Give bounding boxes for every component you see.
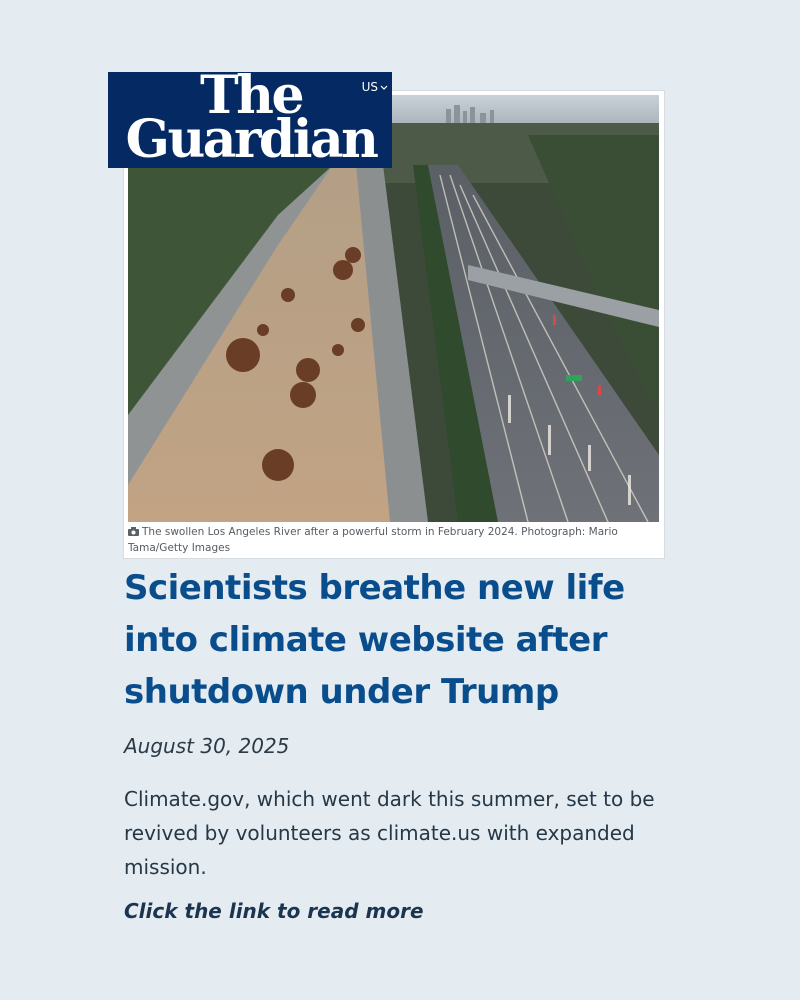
- chevron-down-icon: [380, 80, 388, 94]
- camera-icon: [128, 526, 139, 541]
- guardian-logo: [111, 65, 391, 170]
- article-date: August 30, 2025: [124, 734, 290, 758]
- edition-selector[interactable]: [362, 80, 388, 94]
- read-more-link[interactable]: Click the link to read more: [124, 899, 424, 923]
- logo-line-the: The: [199, 65, 303, 126]
- guardian-masthead[interactable]: [108, 65, 392, 170]
- edition-label: US: [361, 80, 378, 94]
- article-standfirst: Climate.gov, which went dark this summer, set to be revived by volunteers as climate.us with expanded mission.: [124, 787, 655, 879]
- caption-text: The swollen Los Angeles River after a powerful storm in February 2024. Photograph: Mario Tama/Getty Images: [128, 526, 618, 554]
- photo-caption: [128, 525, 658, 556]
- article-headline[interactable]: Scientists breathe new life into climate website after shutdown under Trump: [124, 568, 625, 712]
- logo-line-guardian: Guardian: [125, 109, 377, 170]
